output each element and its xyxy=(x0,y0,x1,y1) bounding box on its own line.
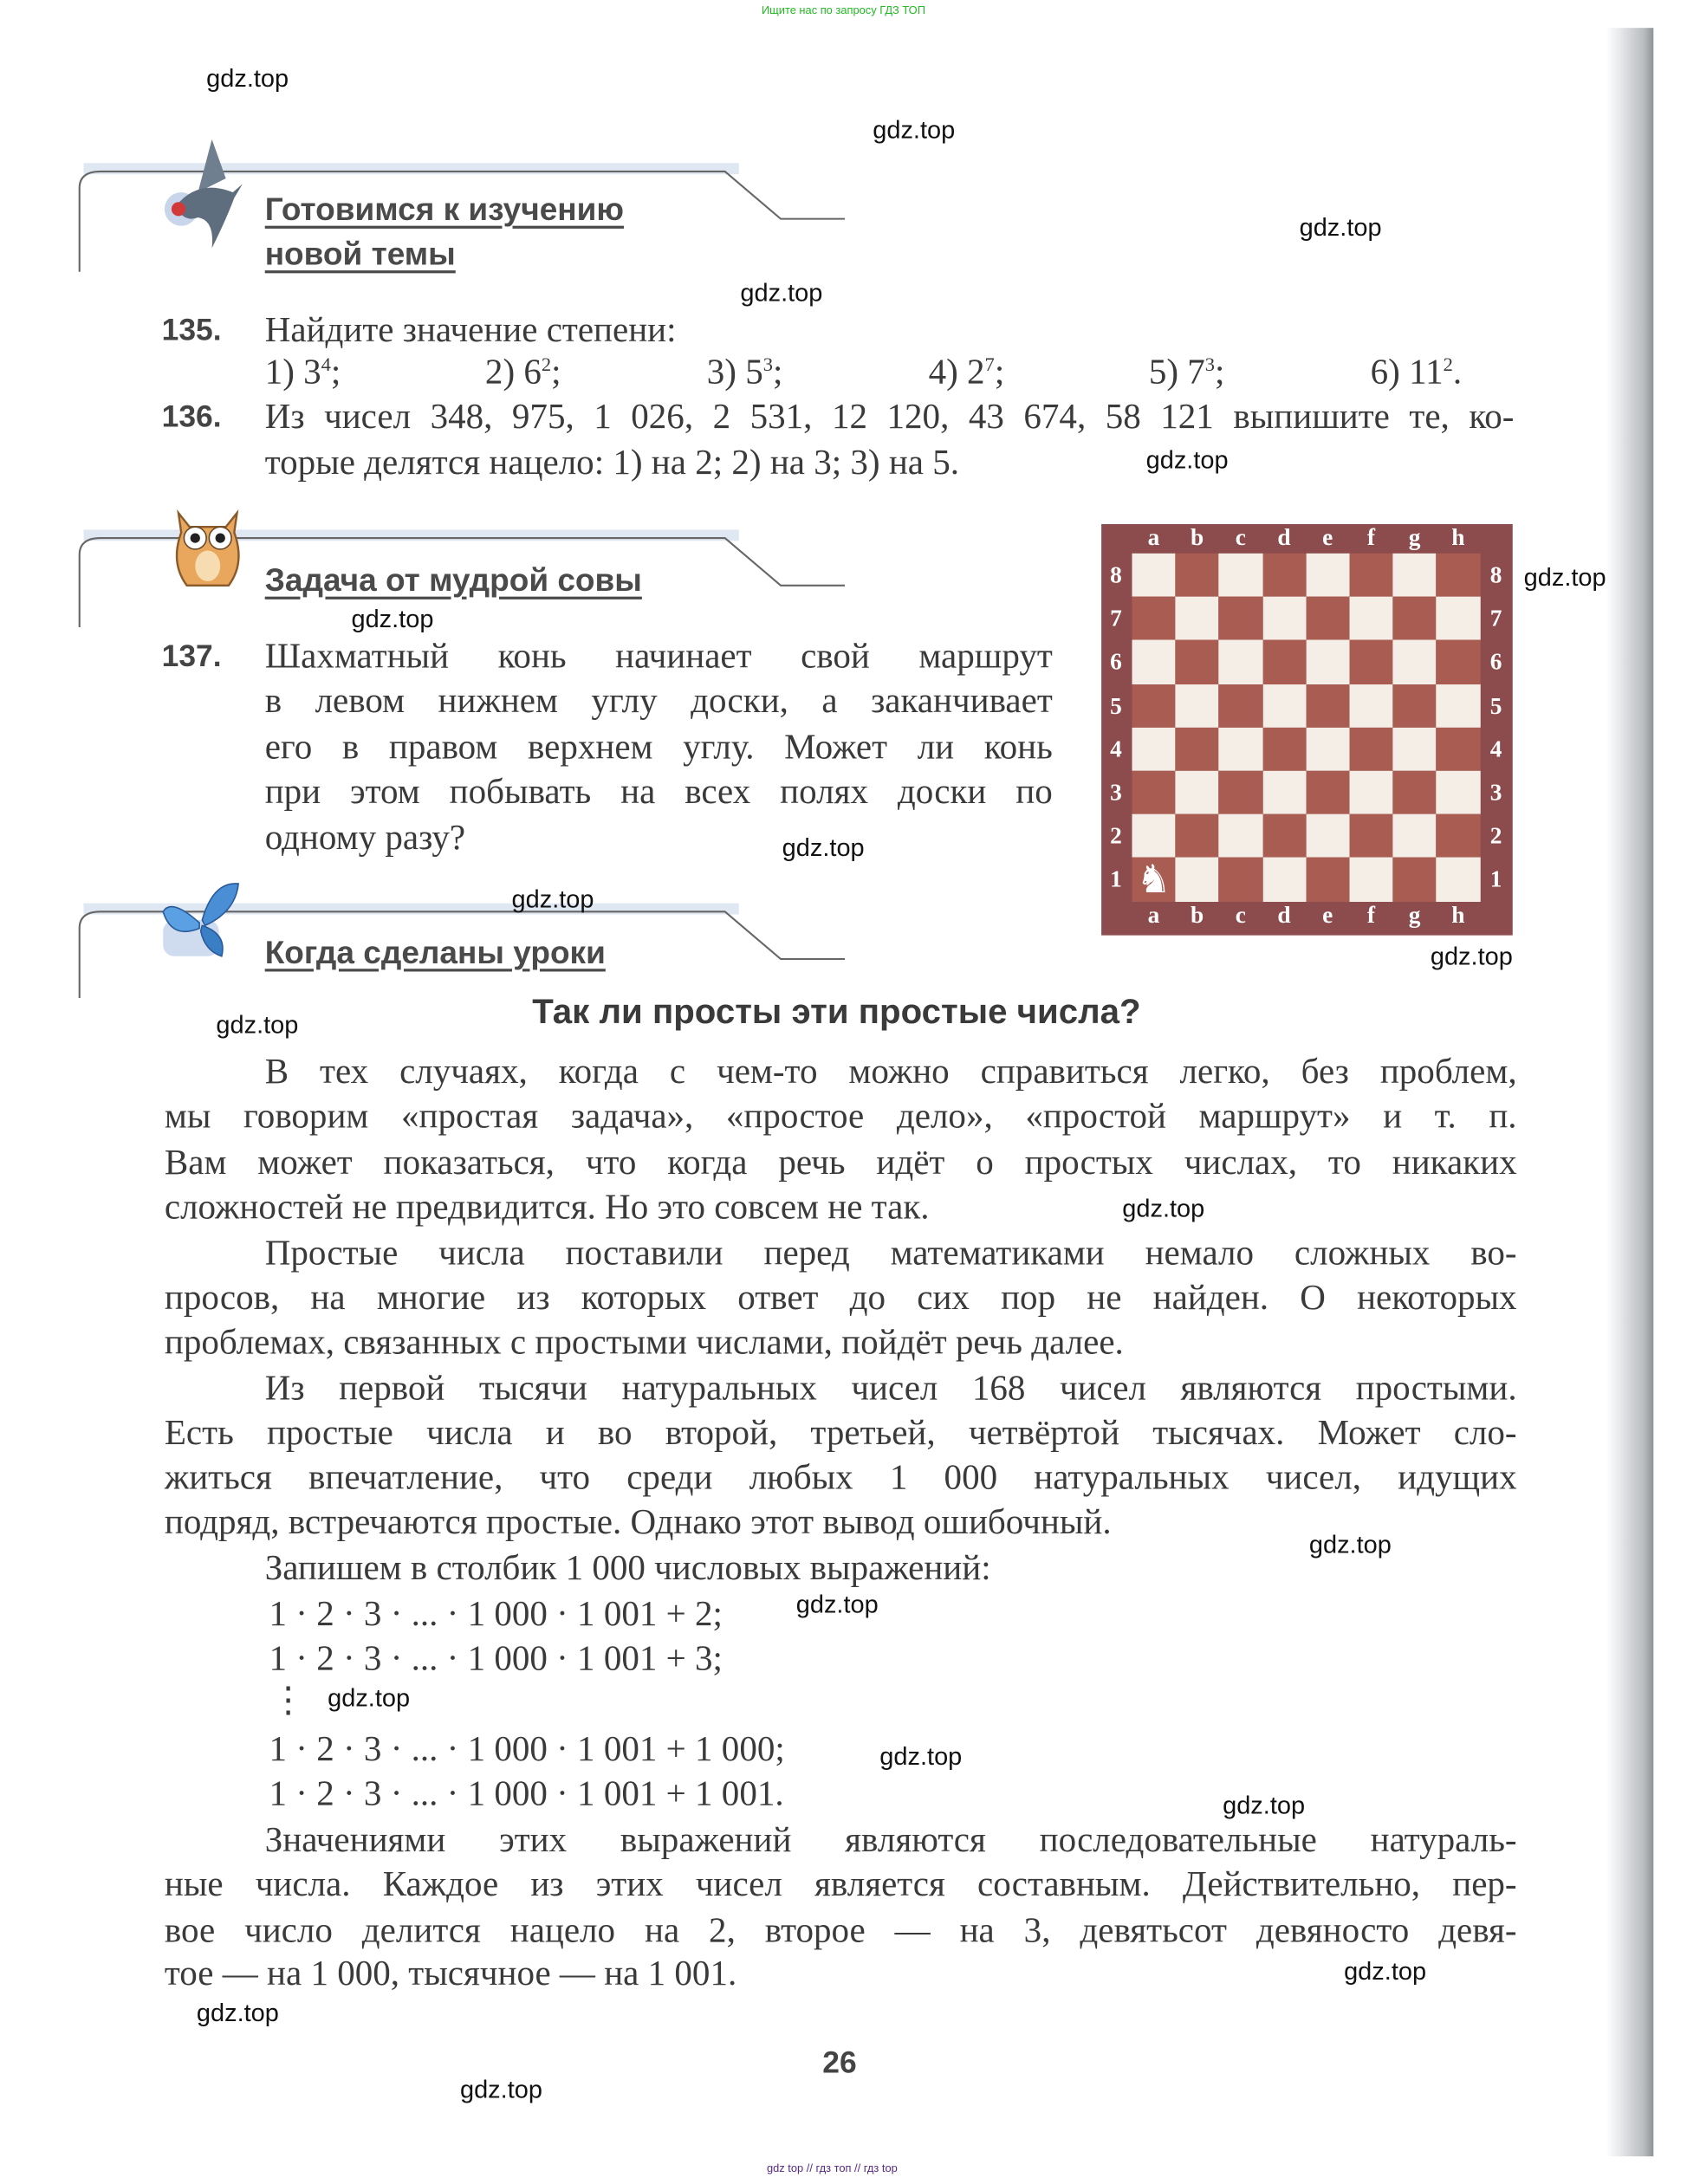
formula-ellipsis: ⋮ xyxy=(270,1679,307,1721)
top-note: Ищите нас по запросу ГДЗ ТОП xyxy=(761,3,925,17)
square-b5 xyxy=(1176,684,1219,727)
exercise-136-line: торые делятся нацело: 1) на 2; 2) на 3; 3) на 5. xyxy=(264,442,960,483)
exercise-135-item: 6) $11^2$. xyxy=(1370,351,1463,392)
watermark: gdz.top xyxy=(328,1683,411,1712)
square-h5 xyxy=(1437,684,1480,727)
footer-note: gdz top // гдз топ // гдз top xyxy=(766,2161,898,2175)
watermark: gdz.top xyxy=(740,278,823,307)
square-b4 xyxy=(1176,728,1219,771)
paragraph-line: Из первой тысячи натуральных чисел 168 чисел являются простыми. xyxy=(264,1367,1517,1409)
rank-label: 7 xyxy=(1489,605,1502,632)
rank-label: 3 xyxy=(1489,779,1502,807)
square-b2 xyxy=(1176,814,1219,858)
section-title-prepare-line2: новой темы xyxy=(264,235,456,272)
rank-label: 2 xyxy=(1110,822,1122,850)
paragraph-line: житься впечатление, что среди любых 1 000 натуральных чисел, идущих xyxy=(164,1456,1517,1498)
square-d5 xyxy=(1262,684,1306,727)
file-label: b xyxy=(1191,901,1204,928)
rank-label: 3 xyxy=(1110,779,1122,807)
square-b8 xyxy=(1176,554,1219,597)
file-label: a xyxy=(1147,901,1160,928)
watermark: gdz.top xyxy=(351,605,434,633)
rank-label: 8 xyxy=(1489,561,1502,588)
formula-line: 1 · 2 · 3 · ... · 1 000 · 1 001 + 1 000; xyxy=(269,1728,785,1769)
square-f8 xyxy=(1350,554,1393,597)
watermark: gdz.top xyxy=(1299,213,1382,242)
paragraph-line: тое — на 1 000, тысячное — на 1 001. xyxy=(164,1953,737,1993)
watermark: gdz.top xyxy=(1430,942,1513,970)
square-c1 xyxy=(1219,858,1262,901)
exercise-136-line: Из чисел 348, 975, 1 026, 2 531, 12 120, 43 674, 58 121 выпишите те, ко- xyxy=(264,395,1515,437)
square-a7 xyxy=(1132,597,1176,640)
exercise-135-text: Найдите значение степени: xyxy=(264,309,677,350)
square-a1 xyxy=(1132,858,1176,901)
square-h6 xyxy=(1437,640,1480,684)
watermark: gdz.top xyxy=(782,833,865,862)
square-g5 xyxy=(1393,684,1437,727)
square-a4 xyxy=(1132,728,1176,771)
square-d8 xyxy=(1262,554,1306,597)
owl-icon xyxy=(165,508,251,594)
paragraph-line: просов, на многие из которых ответ до сих пор не найден. О некоторых xyxy=(164,1276,1517,1318)
square-h8 xyxy=(1437,554,1480,597)
square-g2 xyxy=(1393,814,1437,858)
file-label: b xyxy=(1191,523,1204,551)
paragraph-line: проблемах, связанных с простыми числами, пойдёт речь далее. xyxy=(164,1321,1124,1362)
file-label: e xyxy=(1322,901,1333,928)
square-e1 xyxy=(1306,858,1349,901)
article-title: Так ли просты эти простые числа? xyxy=(532,992,1141,1032)
knight-icon: ♞ xyxy=(1136,856,1171,903)
rank-label: 5 xyxy=(1110,692,1122,719)
square-f3 xyxy=(1350,771,1393,814)
square-d3 xyxy=(1262,771,1306,814)
rank-label: 8 xyxy=(1110,561,1122,588)
square-b7 xyxy=(1176,597,1219,640)
file-label: f xyxy=(1366,523,1376,551)
formula-line: 1 · 2 · 3 · ... · 1 000 · 1 001 + 2; xyxy=(269,1593,723,1634)
exercise-135-item: 2) $6^2$; xyxy=(484,351,561,392)
watermark: gdz.top xyxy=(879,1742,963,1771)
square-c5 xyxy=(1219,684,1262,727)
paragraph-line: Запишем в столбик 1 000 числовых выражений: xyxy=(264,1546,991,1588)
square-e8 xyxy=(1306,554,1349,597)
file-label: e xyxy=(1322,523,1333,551)
watermark: gdz.top xyxy=(511,885,594,913)
square-b1 xyxy=(1176,858,1219,901)
square-c7 xyxy=(1219,597,1262,640)
square-e5 xyxy=(1306,684,1349,727)
square-f5 xyxy=(1350,684,1393,727)
file-label: d xyxy=(1277,523,1291,551)
exercise-135-item: 1) $3^4$; xyxy=(264,351,341,392)
square-h4 xyxy=(1437,728,1480,771)
rank-label: 4 xyxy=(1489,736,1502,762)
paragraph-line: вое число делится нацело на 2, второе — на 3, девятьсот девяносто девя- xyxy=(164,1909,1517,1950)
square-g3 xyxy=(1393,771,1437,814)
square-e2 xyxy=(1306,814,1349,858)
rank-label: 4 xyxy=(1110,736,1122,762)
paragraph-line: В тех случаях, когда с чем-то можно справиться легко, без проблем, xyxy=(264,1051,1517,1092)
file-label: c xyxy=(1235,901,1246,928)
paragraph-line: Есть простые числа и во второй, третьей, четвёртой тысячах. Может сло- xyxy=(164,1411,1517,1453)
exercise-number-136: 136. xyxy=(161,399,222,434)
square-d6 xyxy=(1262,640,1306,684)
square-d7 xyxy=(1262,597,1306,640)
paragraph-line: подряд, встречаются простые. Однако этот вывод ошибочный. xyxy=(164,1500,1112,1542)
square-e4 xyxy=(1306,728,1349,771)
paragraph-line: сложностей не предвидится. Но это совсем не так. xyxy=(164,1186,930,1227)
section-title-owl: Задача от мудрой совы xyxy=(264,561,642,599)
watermark: gdz.top xyxy=(1308,1530,1392,1559)
exercise-137-line: Шахматный конь начинает свой маршрут xyxy=(264,635,1053,677)
rank-label: 7 xyxy=(1110,605,1122,632)
square-a6 xyxy=(1132,640,1176,684)
watermark: gdz.top xyxy=(1344,1957,1427,1986)
paragraph-line: ные числа. Каждое из этих чисел является составным. Действительно, пер- xyxy=(164,1863,1517,1904)
watermark: gdz.top xyxy=(216,1010,299,1039)
paragraph-line: Значениями этих выражений являются последовательные натураль- xyxy=(264,1818,1517,1860)
file-label: a xyxy=(1147,523,1160,551)
exercise-137-line: его в правом верхнем углу. Может ли конь xyxy=(264,726,1053,767)
square-d1 xyxy=(1262,858,1306,901)
exercise-number-137: 137. xyxy=(161,638,222,674)
square-h7 xyxy=(1437,597,1480,640)
square-e7 xyxy=(1306,597,1349,640)
rank-label: 6 xyxy=(1489,648,1502,676)
exercise-137-line: в левом нижнем углу доски, а заканчивает xyxy=(264,680,1053,721)
watermark: gdz.top xyxy=(1145,445,1229,475)
exercise-137-line: при этом побывать на всех полях доски по xyxy=(264,770,1053,812)
watermark: gdz.top xyxy=(196,1999,279,2027)
page-number: 26 xyxy=(822,2045,857,2080)
watermark: gdz.top xyxy=(206,64,289,93)
watermark: gdz.top xyxy=(873,115,956,144)
square-h3 xyxy=(1437,771,1480,814)
rank-label: 2 xyxy=(1489,822,1502,850)
file-label: f xyxy=(1366,901,1376,928)
file-label: h xyxy=(1451,901,1465,928)
formula-line: 1 · 2 · 3 · ... · 1 000 · 1 001 + 3; xyxy=(269,1637,723,1679)
square-e6 xyxy=(1306,640,1349,684)
square-a5 xyxy=(1132,684,1176,727)
exercise-135-item: 3) $5^3$; xyxy=(706,351,783,392)
square-c4 xyxy=(1219,728,1262,771)
rank-label: 1 xyxy=(1489,865,1502,893)
exercise-number-135: 135. xyxy=(161,312,222,347)
paragraph-line: Вам может показаться, что когда речь идёт о простых числах, то никаких xyxy=(164,1141,1517,1183)
paragraph-line: Простые числа поставили перед математиками немало сложных во- xyxy=(264,1232,1517,1273)
square-h2 xyxy=(1437,814,1480,858)
rank-label: 6 xyxy=(1110,648,1122,676)
square-c8 xyxy=(1219,554,1262,597)
file-label: d xyxy=(1277,901,1291,928)
file-label: g xyxy=(1408,523,1421,551)
page-binding-shadow xyxy=(1606,28,1654,2156)
section-title-after: Когда сделаны уроки xyxy=(264,934,606,970)
square-c6 xyxy=(1219,640,1262,684)
square-e3 xyxy=(1306,771,1349,814)
watermark: gdz.top xyxy=(1223,1791,1306,1819)
file-label: c xyxy=(1235,523,1246,551)
section-title-prepare: Готовимся к изучению xyxy=(264,191,625,228)
square-a3 xyxy=(1132,771,1176,814)
square-a2 xyxy=(1132,814,1176,858)
square-f6 xyxy=(1350,640,1393,684)
square-d2 xyxy=(1262,814,1306,858)
square-g8 xyxy=(1393,554,1437,597)
file-label: h xyxy=(1451,523,1465,551)
paragraph-line: мы говорим «простая задача», «простое дело», «простой маршрут» и т. п. xyxy=(164,1095,1517,1137)
exercise-137-line: одному разу? xyxy=(264,816,466,858)
square-f7 xyxy=(1350,597,1393,640)
rank-label: 1 xyxy=(1110,865,1122,893)
watermark: gdz.top xyxy=(459,2075,542,2103)
rank-label: 5 xyxy=(1489,692,1502,719)
square-b6 xyxy=(1176,640,1219,684)
square-c2 xyxy=(1219,814,1262,858)
square-g7 xyxy=(1393,597,1437,640)
square-f4 xyxy=(1350,728,1393,771)
exercise-135-item: 4) $2^7$; xyxy=(928,351,1005,392)
formula-line: 1 · 2 · 3 · ... · 1 000 · 1 001 + 1 001. xyxy=(269,1772,784,1814)
chessboard xyxy=(1101,524,1513,936)
square-b3 xyxy=(1176,771,1219,814)
square-g4 xyxy=(1393,728,1437,771)
square-c3 xyxy=(1219,771,1262,814)
square-d4 xyxy=(1262,728,1306,771)
swallow-icon xyxy=(156,137,256,254)
square-g6 xyxy=(1393,640,1437,684)
square-g1 xyxy=(1393,858,1437,901)
watermark: gdz.top xyxy=(1523,563,1606,592)
watermark: gdz.top xyxy=(1122,1194,1205,1223)
exercise-135-item: 5) $7^3$; xyxy=(1148,351,1225,392)
square-h1 xyxy=(1437,858,1480,901)
square-f1 xyxy=(1350,858,1393,901)
square-a8 xyxy=(1132,554,1176,597)
butterfly-icon xyxy=(158,878,247,965)
square-f2 xyxy=(1350,814,1393,858)
file-label: g xyxy=(1408,901,1421,928)
watermark: gdz.top xyxy=(795,1590,879,1619)
